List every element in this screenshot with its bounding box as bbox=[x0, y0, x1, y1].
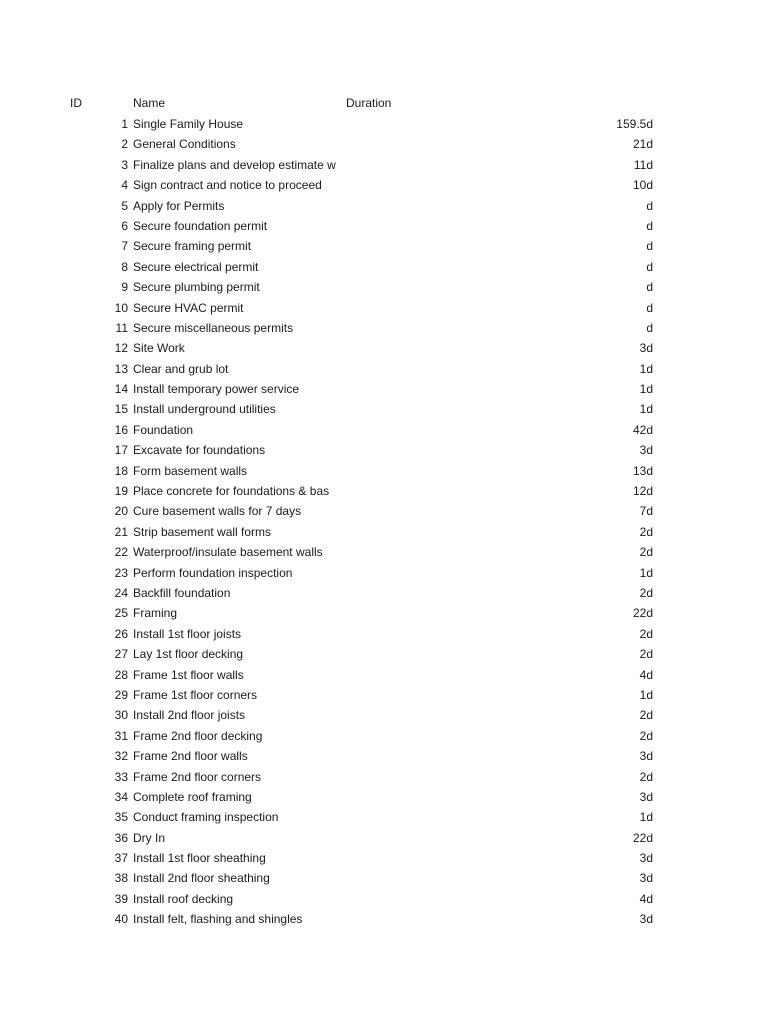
task-id: 2 bbox=[121, 137, 128, 152]
task-name: Secure foundation permit bbox=[133, 218, 268, 233]
task-id: 15 bbox=[114, 402, 128, 417]
task-id: 28 bbox=[114, 667, 128, 682]
task-id: 40 bbox=[114, 912, 128, 927]
task-duration: 22d bbox=[632, 830, 653, 845]
task-name: Framing bbox=[133, 606, 178, 621]
task-duration: 2d bbox=[639, 769, 653, 784]
table-row bbox=[0, 175, 768, 195]
task-name: Form basement walls bbox=[133, 463, 248, 478]
task-id: 35 bbox=[114, 810, 128, 825]
task-duration: 22d bbox=[632, 606, 653, 621]
task-name: Site Work bbox=[133, 341, 185, 356]
task-duration: d bbox=[646, 259, 653, 274]
task-duration: 3d bbox=[639, 341, 653, 356]
task-duration: 1d bbox=[639, 565, 653, 580]
table-row bbox=[0, 481, 768, 501]
task-name: Secure framing permit bbox=[133, 239, 252, 254]
task-id: 22 bbox=[114, 545, 128, 560]
task-id: 32 bbox=[114, 749, 128, 764]
table-row bbox=[0, 848, 768, 868]
table-row bbox=[0, 909, 768, 929]
task-duration: 11d bbox=[633, 157, 653, 172]
task-duration: 1d bbox=[639, 402, 653, 417]
table-row bbox=[0, 828, 768, 848]
task-name: Cure basement walls for 7 days bbox=[133, 504, 302, 519]
task-id: 24 bbox=[114, 585, 128, 600]
task-name: Place concrete for foundations & bas bbox=[133, 484, 330, 499]
table-row bbox=[0, 461, 768, 481]
task-duration: 2d bbox=[639, 708, 653, 723]
task-name: Conduct framing inspection bbox=[133, 810, 279, 825]
task-duration: 1d bbox=[639, 810, 653, 825]
task-id: 18 bbox=[114, 463, 128, 478]
task-name: General Conditions bbox=[133, 137, 236, 152]
task-id: 36 bbox=[114, 830, 128, 845]
task-duration: d bbox=[646, 198, 653, 213]
task-name: Install temporary power service bbox=[133, 382, 300, 397]
task-name: Complete roof framing bbox=[133, 789, 252, 804]
table-row bbox=[0, 277, 768, 297]
table-body bbox=[0, 114, 768, 930]
task-duration: 10d bbox=[632, 178, 653, 193]
task-id: 16 bbox=[114, 422, 128, 437]
table-row bbox=[0, 501, 768, 521]
table-row bbox=[0, 379, 768, 399]
task-id: 4 bbox=[121, 178, 128, 193]
table-row bbox=[0, 807, 768, 827]
task-id: 3 bbox=[121, 157, 128, 172]
task-duration: 13d bbox=[632, 463, 653, 478]
task-id: 1 bbox=[121, 117, 128, 131]
task-id: 20 bbox=[114, 504, 128, 519]
task-id: 27 bbox=[114, 647, 128, 662]
task-duration: d bbox=[646, 218, 653, 233]
table-row bbox=[0, 603, 768, 623]
task-name: Clear and grub lot bbox=[133, 361, 229, 376]
task-duration: 2d bbox=[639, 728, 653, 743]
task-id: 25 bbox=[114, 606, 128, 621]
task-duration: 2d bbox=[639, 524, 653, 539]
task-id: 14 bbox=[114, 382, 128, 397]
task-duration: 3d bbox=[639, 912, 653, 927]
task-name: Waterproof/insulate basement walls bbox=[133, 545, 323, 560]
task-duration: 4d bbox=[639, 891, 653, 906]
table-row bbox=[0, 705, 768, 725]
task-name: Frame 1st floor corners bbox=[133, 687, 258, 702]
task-name: Single Family House bbox=[133, 117, 244, 131]
task-name: Install felt, flashing and shingles bbox=[133, 912, 303, 927]
task-duration: 1d bbox=[639, 687, 653, 702]
task-duration: 3d bbox=[639, 789, 653, 804]
table-row bbox=[0, 134, 768, 154]
table-row bbox=[0, 298, 768, 318]
task-name: Frame 1st floor walls bbox=[133, 667, 244, 682]
task-duration: 3d bbox=[639, 749, 653, 764]
task-id: 37 bbox=[114, 851, 128, 866]
table-row bbox=[0, 726, 768, 746]
task-duration: 159.5d bbox=[616, 117, 653, 131]
table-row bbox=[0, 114, 768, 134]
table-row bbox=[0, 155, 768, 175]
task-name: Foundation bbox=[133, 422, 194, 437]
task-name: Frame 2nd floor decking bbox=[133, 728, 263, 743]
column-header-duration: Duration bbox=[346, 96, 392, 110]
task-name: Excavate for foundations bbox=[133, 443, 266, 458]
column-header-name: Name bbox=[133, 96, 166, 110]
task-id: 23 bbox=[114, 565, 128, 580]
table-row bbox=[0, 236, 768, 256]
table-row bbox=[0, 889, 768, 909]
task-id: 13 bbox=[114, 361, 128, 376]
table-row bbox=[0, 440, 768, 460]
task-name: Install underground utilities bbox=[133, 402, 276, 417]
task-name: Finalize plans and develop estimate w bbox=[133, 157, 336, 172]
task-name: Lay 1st floor decking bbox=[133, 647, 244, 662]
task-duration: 2d bbox=[639, 585, 653, 600]
task-id: 12 bbox=[114, 341, 128, 356]
task-duration: 1d bbox=[639, 361, 653, 376]
task-id: 7 bbox=[121, 239, 128, 254]
task-id: 8 bbox=[121, 259, 128, 274]
task-id: 19 bbox=[114, 484, 128, 499]
task-name: Install 2nd floor joists bbox=[133, 708, 246, 723]
table-row bbox=[0, 868, 768, 888]
task-name: Secure plumbing permit bbox=[133, 280, 260, 295]
task-duration: d bbox=[646, 320, 653, 335]
table-header bbox=[0, 94, 768, 112]
table-row bbox=[0, 359, 768, 379]
table-row bbox=[0, 216, 768, 236]
table-row bbox=[0, 522, 768, 542]
table-row bbox=[0, 685, 768, 705]
task-id: 30 bbox=[114, 708, 128, 723]
task-name: Apply for Permits bbox=[133, 198, 225, 213]
table-row bbox=[0, 542, 768, 562]
task-duration: d bbox=[646, 239, 653, 254]
table-row bbox=[0, 767, 768, 787]
task-duration: 21d bbox=[632, 137, 653, 152]
task-duration: d bbox=[646, 280, 653, 295]
table-row bbox=[0, 563, 768, 583]
table-row bbox=[0, 318, 768, 338]
column-header-id: ID bbox=[70, 96, 82, 110]
task-id: 34 bbox=[114, 789, 128, 804]
task-id: 10 bbox=[114, 300, 128, 315]
task-name: Perform foundation inspection bbox=[133, 565, 293, 580]
task-id: 29 bbox=[114, 687, 128, 702]
task-name: Backfill foundation bbox=[133, 585, 231, 600]
task-name: Sign contract and notice to proceed bbox=[133, 178, 322, 193]
task-name: Frame 2nd floor walls bbox=[133, 749, 248, 764]
table-row bbox=[0, 420, 768, 440]
task-name: Secure electrical permit bbox=[133, 259, 259, 274]
task-duration: 3d bbox=[639, 851, 653, 866]
task-id: 11 bbox=[115, 320, 128, 335]
task-id: 5 bbox=[121, 198, 128, 213]
table-row bbox=[0, 196, 768, 216]
table-row bbox=[0, 338, 768, 358]
table-row bbox=[0, 583, 768, 603]
task-duration: 12d bbox=[632, 484, 653, 499]
table-row bbox=[0, 624, 768, 644]
table-row bbox=[0, 787, 768, 807]
task-id: 33 bbox=[114, 769, 128, 784]
table-row bbox=[0, 399, 768, 419]
task-duration: d bbox=[646, 300, 653, 315]
task-id: 39 bbox=[114, 891, 128, 906]
task-name: Secure miscellaneous permits bbox=[133, 320, 294, 335]
task-duration: 42d bbox=[632, 422, 653, 437]
task-duration: 1d bbox=[639, 382, 653, 397]
task-id: 9 bbox=[121, 280, 128, 295]
task-name: Dry In bbox=[133, 830, 166, 845]
task-name: Install 2nd floor sheathing bbox=[133, 871, 270, 886]
table-row bbox=[0, 746, 768, 766]
task-name: Install roof decking bbox=[133, 891, 234, 906]
task-name: Secure HVAC permit bbox=[133, 300, 244, 315]
task-name: Strip basement wall forms bbox=[133, 524, 272, 539]
task-duration: 2d bbox=[639, 545, 653, 560]
task-id: 38 bbox=[114, 871, 128, 886]
task-id: 6 bbox=[121, 218, 128, 233]
task-duration: 3d bbox=[639, 443, 653, 458]
task-id: 26 bbox=[114, 626, 128, 641]
task-name: Install 1st floor joists bbox=[133, 626, 242, 641]
task-name: Frame 2nd floor corners bbox=[133, 769, 262, 784]
task-id: 17 bbox=[114, 443, 128, 458]
table-row bbox=[0, 644, 768, 664]
task-id: 21 bbox=[114, 524, 128, 539]
task-id: 31 bbox=[114, 728, 128, 743]
task-duration: 7d bbox=[639, 504, 653, 519]
task-name: Install 1st floor sheathing bbox=[133, 851, 266, 866]
table-row bbox=[0, 665, 768, 685]
table-row bbox=[0, 257, 768, 277]
task-duration: 2d bbox=[639, 647, 653, 662]
task-duration: 4d bbox=[639, 667, 653, 682]
task-duration: 2d bbox=[639, 626, 653, 641]
task-duration: 3d bbox=[639, 871, 653, 886]
